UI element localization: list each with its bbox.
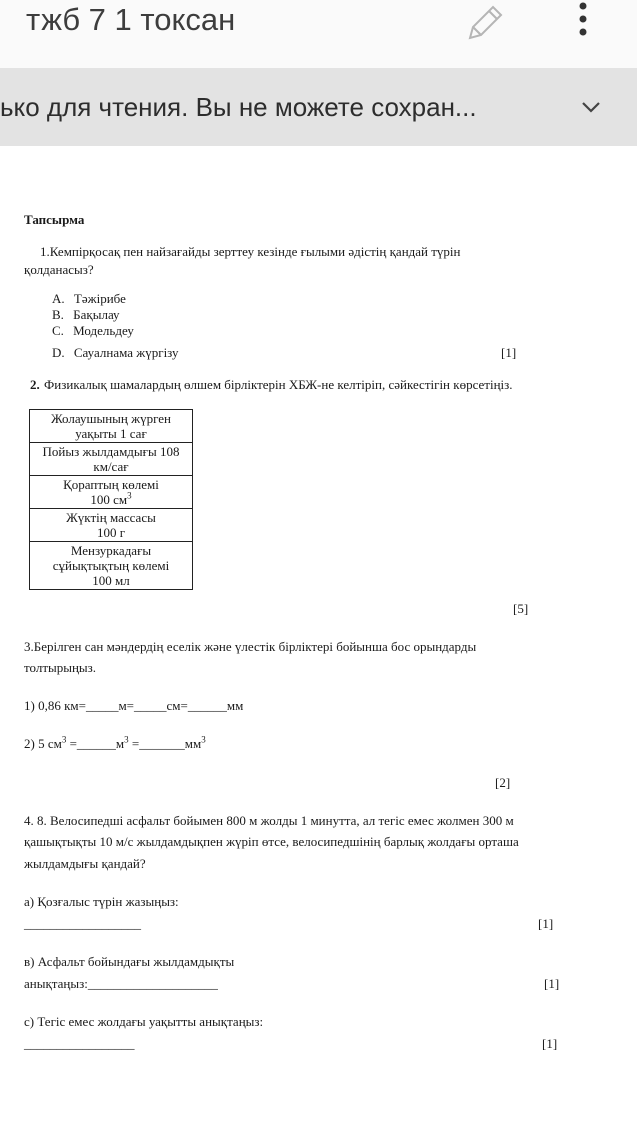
table-cell: [30, 509, 193, 542]
option-letter: D.: [52, 345, 65, 360]
option-letter: A.: [52, 291, 65, 306]
units-table: [29, 409, 193, 590]
option-text: Модельдеу: [73, 323, 134, 338]
cell-line: км/сағ: [93, 459, 129, 474]
cell-line: Пойыз жылдамдығы 108: [42, 444, 180, 459]
task-heading: Тапсырма: [24, 212, 85, 227]
q4-a-mark: [1]: [538, 916, 554, 931]
cell-line: Жүктің массасы: [66, 510, 156, 525]
q3-item1: 1) 0,86 км=_____м=_____см=______мм: [24, 698, 244, 713]
cell-line: уақыты 1 сағ: [75, 426, 147, 441]
table-cell: [30, 542, 193, 590]
pencil-icon[interactable]: [464, 0, 504, 42]
option-text: Бақылау: [73, 307, 120, 322]
option-text: Тәжірибе: [73, 291, 126, 306]
item2-part: 2) 5 см: [24, 736, 62, 751]
read-only-banner[interactable]: [0, 68, 637, 147]
q4-a-label: а) Қозғалыс түрін жазыңыз:: [24, 894, 179, 909]
table-row: [30, 443, 193, 476]
cell-line: сұйықтықтың көлемі: [52, 558, 170, 573]
table-cell: [30, 410, 193, 443]
option-letter: C.: [52, 323, 64, 338]
q2-mark: [5]: [513, 601, 529, 616]
superscript: 3: [127, 490, 132, 501]
table-row: [30, 542, 193, 590]
q4-text-line1: 4. 8. Велосипедші асфальт бойымен 800 м жолды 1 минутта, ал тегіс емес жолмен 300 м: [24, 813, 514, 828]
q2-text: Физикалық шамалардың өлшем бірліктерін ХБЖ-не келтіріп, сәйкестігін көрсетіңіз.: [44, 377, 513, 392]
q4-a-blank: __________________: [24, 916, 141, 931]
q4-text-line3: жылдамдығы қандай?: [24, 856, 146, 871]
item2-part: =_______мм: [128, 736, 202, 751]
q3-mark: [2]: [495, 775, 511, 790]
cell-line: Қораптың көлемі: [63, 477, 159, 492]
banner-text: ько для чтения. Вы не можете сохран...: [0, 92, 477, 122]
option-text: Сауалнама жүргізу: [73, 345, 179, 360]
q4-text-line2: қашықтықты 10 м/с жылдамдықпен жүріп өтсе, велосипедшінің барлық жолдағы орташа: [24, 834, 519, 849]
item2-part: =______м: [66, 736, 125, 751]
q4-b-mark: [1]: [544, 976, 560, 991]
q1-option-c: [52, 323, 134, 339]
superscript: 3: [61, 734, 67, 745]
table-cell: [30, 476, 193, 509]
q4-b-line1: в) Асфальт бойындағы жылдамдықты: [24, 954, 235, 969]
q2-number: 2.: [30, 377, 40, 392]
q1-mark: [1]: [501, 345, 517, 360]
more-vert-icon[interactable]: [568, 0, 598, 42]
chevron-down-icon[interactable]: [578, 94, 604, 120]
q1-text-line1: 1.Кемпірқосақ пен найзағайды зерттеу кезінде ғылыми әдістің қандай түрін: [40, 244, 461, 259]
table-row: [30, 509, 193, 542]
q4-c-label: с) Тегіс емес жолдағы уақытты анықтаңыз:: [24, 1014, 264, 1029]
document-title: тжб 7 1 токсан: [26, 2, 236, 37]
table-cell: [30, 443, 193, 476]
document-page: [0, 146, 637, 1137]
q3-text-line2: толтырыңыз.: [24, 660, 97, 675]
cell-line: 100 см: [90, 492, 128, 507]
q1-text-line2: қолданасыз?: [24, 262, 94, 277]
superscript: 3: [124, 734, 129, 745]
app-bar: [0, 0, 637, 68]
cell-line: Мензуркадағы: [70, 543, 152, 558]
cell-line: 100 мл: [92, 573, 130, 588]
q4-c-blank: _________________: [24, 1036, 135, 1051]
superscript: 3: [201, 734, 206, 745]
q4-b-line2: анықтаңыз:____________________: [24, 976, 218, 991]
table-row: [30, 410, 193, 443]
q3-text-line1: 3.Берілген сан мәндердің еселік және үлестік бірліктері бойынша бос орындарды: [24, 639, 477, 654]
q1-option-a: [52, 291, 126, 307]
q1-option-b: [52, 307, 120, 323]
cell-line: Жолаушының жүрген: [51, 411, 171, 426]
option-letter: B.: [52, 307, 64, 322]
q4-c-mark: [1]: [542, 1036, 558, 1051]
cell-line: 100 г: [96, 525, 126, 540]
table-row: [30, 476, 193, 509]
q1-option-d: [52, 345, 179, 361]
q3-item2: [24, 736, 206, 752]
